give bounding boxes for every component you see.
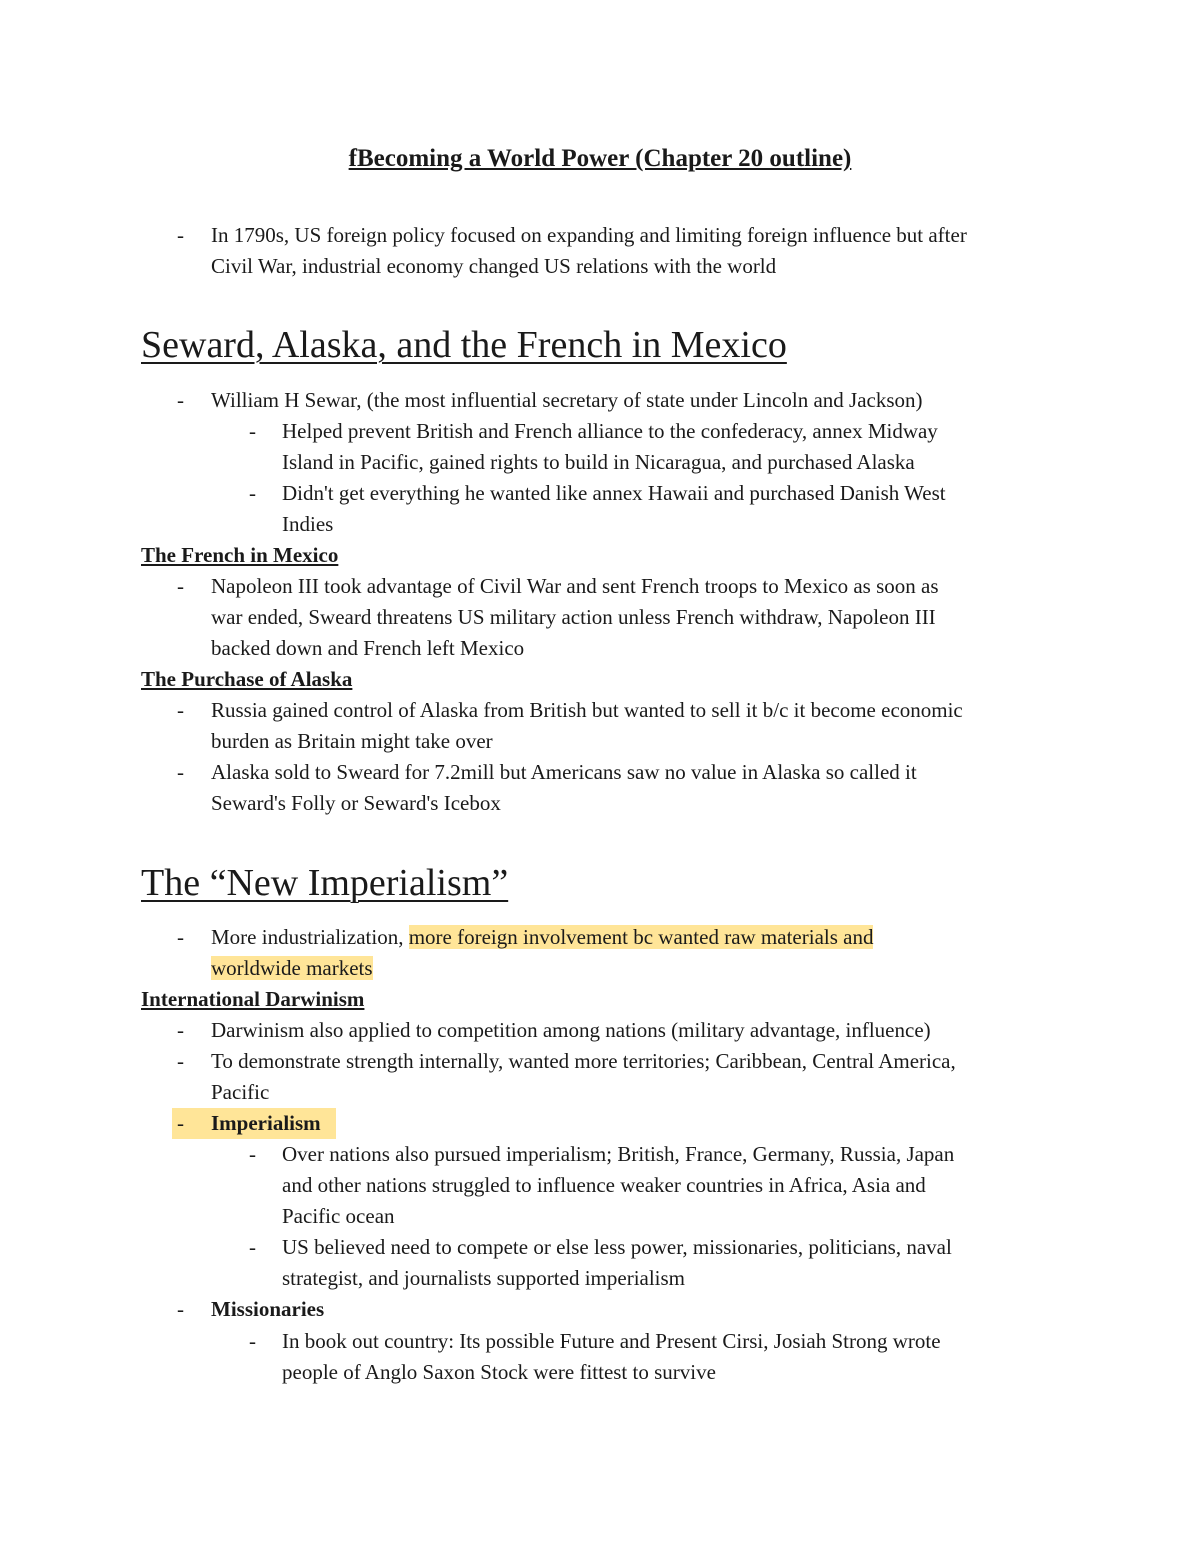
darwin-2-line-1: To demonstrate strength internally, wanted more territories; Caribbean, Central America, (211, 1049, 956, 1073)
seward-subitem-1-line-1: Helped prevent British and French alliance to the confederacy, annex Midway (282, 419, 938, 443)
bullet-dash: - (177, 925, 184, 949)
alaska-1-line-2: burden as Britain might take over (211, 729, 493, 753)
bullet-dash: - (177, 1111, 184, 1135)
imperialism-label: Imperialism (211, 1111, 321, 1135)
document-title: fBecoming a World Power (Chapter 20 outline) (348, 145, 852, 172)
french-line-3: backed down and French left Mexico (211, 636, 525, 660)
subheading-purchase-of-alaska: The Purchase of Alaska (141, 667, 353, 691)
subheading-french-in-mexico: The French in Mexico (141, 543, 339, 567)
intro-line-1: In 1790s, US foreign policy focused on expanding and limiting foreign influence but after (211, 223, 967, 247)
french-line-1: Napoleon III took advantage of Civil War and sent French troops to Mexico as soon as (211, 574, 939, 598)
seward-subitem-1-line-2: Island in Pacific, gained rights to build in Nicaragua, and purchased Alaska (282, 450, 915, 474)
bullet-dash: - (177, 574, 184, 598)
bullet-dash: - (249, 1142, 256, 1166)
imp-1-line-1: Over nations also pursued imperialism; British, France, Germany, Russia, Japan (282, 1142, 955, 1166)
bullet-dash: - (177, 388, 184, 412)
alaska-2-line-2: Seward's Folly or Seward's Icebox (211, 791, 501, 815)
bullet-dash: - (249, 481, 256, 505)
bullet-dash: - (177, 1018, 184, 1042)
bullet-dash: - (177, 760, 184, 784)
section-heading-new-imperialism: The “New Imperialism” (141, 862, 509, 904)
bullet-dash: - (177, 1297, 184, 1321)
imp-1-line-2: and other nations struggled to influence weaker countries in Africa, Asia and (282, 1173, 926, 1197)
imp-2-line-1: US believed need to compete or else less power, missionaries, politicians, naval (282, 1235, 952, 1259)
highlighted-text: worldwide markets (211, 956, 373, 980)
imperialism-item-plain: More industrialization, (211, 925, 409, 949)
imp-2-line-2: strategist, and journalists supported imperialism (282, 1266, 686, 1290)
alaska-1-line-1: Russia gained control of Alaska from British but wanted to sell it b/c it become economic (211, 698, 963, 722)
seward-subitem-2-line-2: Indies (282, 512, 334, 536)
miss-1-line-1: In book out country: Its possible Future and Present Cirsi, Josiah Strong wrote (282, 1329, 941, 1353)
subheading-international-darwinism: International Darwinism (141, 987, 365, 1011)
bullet-dash: - (249, 1329, 256, 1353)
imperialism-item-line-1 (211, 922, 873, 953)
seward-subitem-2-line-1: Didn't get everything he wanted like annex Hawaii and purchased Danish West (282, 481, 946, 505)
darwin-2-line-2: Pacific (211, 1080, 270, 1104)
miss-1-line-2: people of Anglo Saxon Stock were fittest to survive (282, 1360, 716, 1384)
darwin-1: Darwinism also applied to competition among nations (military advantage, influence) (211, 1018, 931, 1042)
missionaries-label: Missionaries (211, 1297, 325, 1321)
bullet-dash: - (177, 1049, 184, 1073)
bullet-dash: - (249, 1235, 256, 1259)
bullet-dash: - (177, 223, 184, 247)
intro-line-2: Civil War, industrial economy changed US relations with the world (211, 254, 777, 278)
alaska-2-line-1: Alaska sold to Sweard for 7.2mill but Americans saw no value in Alaska so called it (211, 760, 917, 784)
highlighted-text: more foreign involvement bc wanted raw materials and (408, 925, 874, 949)
french-line-2: war ended, Sweard threatens US military action unless French withdraw, Napoleon III (211, 605, 936, 629)
imp-1-line-3: Pacific ocean (282, 1204, 395, 1228)
bullet-dash: - (249, 419, 256, 443)
section-heading-seward: Seward, Alaska, and the French in Mexico (141, 324, 787, 366)
seward-item: William H Sewar, (the most influential secretary of state under Lincoln and Jackson) (211, 388, 923, 412)
bullet-dash: - (177, 698, 184, 722)
imperialism-item-line-2 (211, 953, 373, 984)
